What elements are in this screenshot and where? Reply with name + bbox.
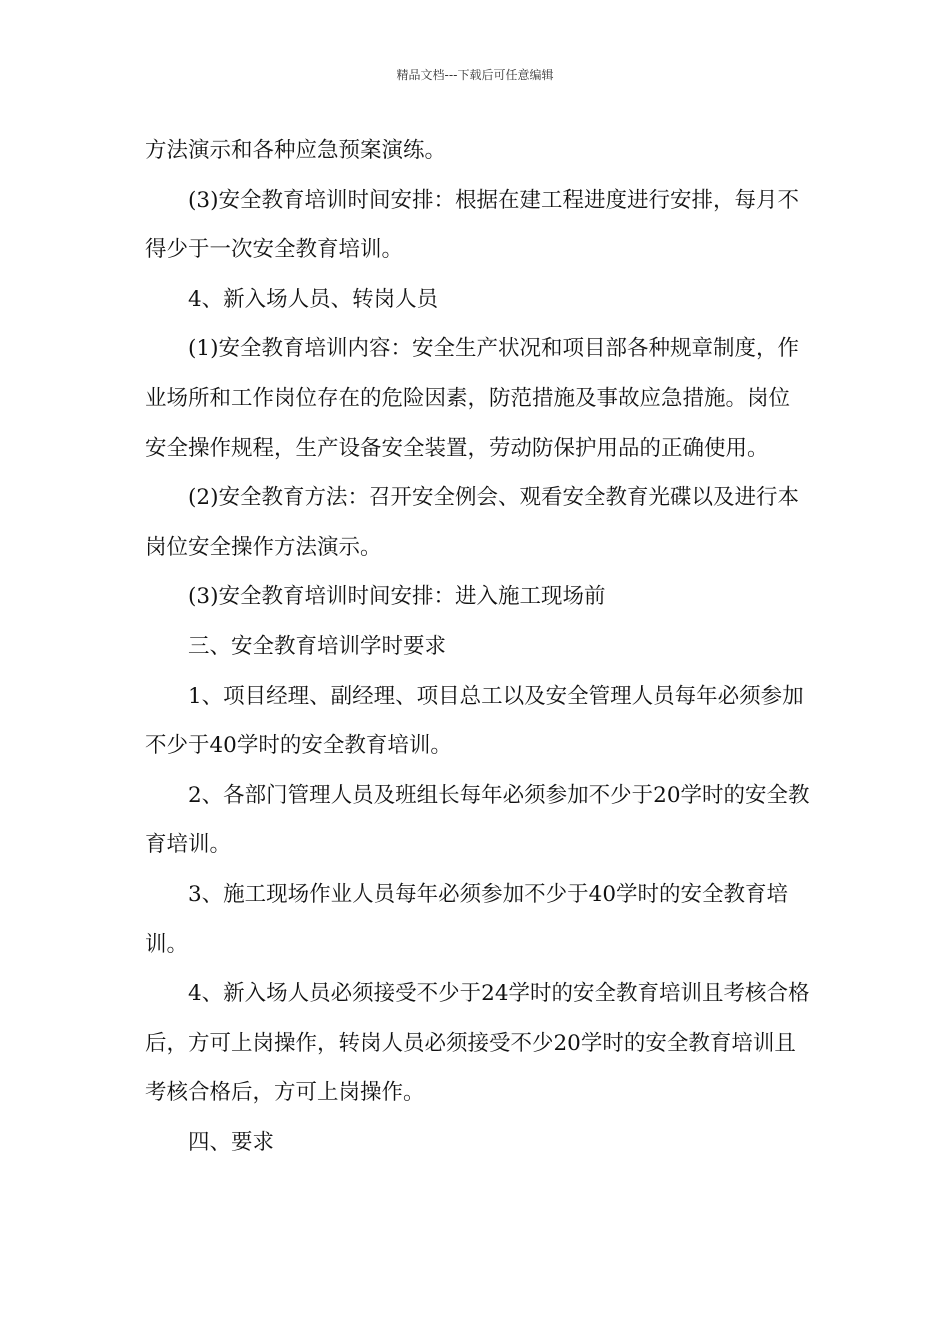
document-body <box>145 126 810 1167</box>
paragraph-schedule-before-entry: (3)安全教育培训时间安排：进入施工现场前 <box>188 584 606 610</box>
paragraph-schedule-monthly: (3)安全教育培训时间安排：根据在建工程进度进行安排，每月不得少于一次安全教育培训。 <box>145 187 799 263</box>
paragraph-hours-workers: 3、施工现场作业人员每年必须参加不少于40学时的安全教育培训。 <box>145 881 789 957</box>
section-heading-new-staff: 4、新入场人员、转岗人员 <box>188 286 439 312</box>
paragraph-hours-managers: 1、项目经理、副经理、项目总工以及安全管理人员每年必须参加不少于40学时的安全教育培训。 <box>145 683 804 759</box>
paragraph-hours-new-staff: 4、新入场人员必须接受不少于24学时的安全教育培训且考核合格后，方可上岗操作，转岗人员必须接受不少20学时的安全教育培训且考核合格后，方可上岗操作。 <box>145 981 810 1106</box>
section-heading-hours: 三、安全教育培训学时要求 <box>188 633 447 659</box>
paragraph-hours-department: 2、各部门管理人员及班组长每年必须参加不少于20学时的安全教育培训。 <box>145 782 810 858</box>
paragraph-training-method: (2)安全教育方法：召开安全例会、观看安全教育光碟以及进行本岗位安全操作方法演示。 <box>145 485 799 560</box>
paragraph-training-content: (1)安全教育培训内容：安全生产状况和项目部各种规章制度，作业场所和工作岗位存在的危险因素，防范措施及事故应急措施。岗位安全操作规程，生产设备安全装置，劳动防保护用品的正确使用。 <box>145 336 799 461</box>
section-heading-requirements: 四、要求 <box>188 1129 275 1155</box>
page-header: 精品文档---下载后可任意编辑 <box>396 68 554 82</box>
paragraph-continuation: 方法演示和各种应急预案演练。 <box>145 138 447 163</box>
